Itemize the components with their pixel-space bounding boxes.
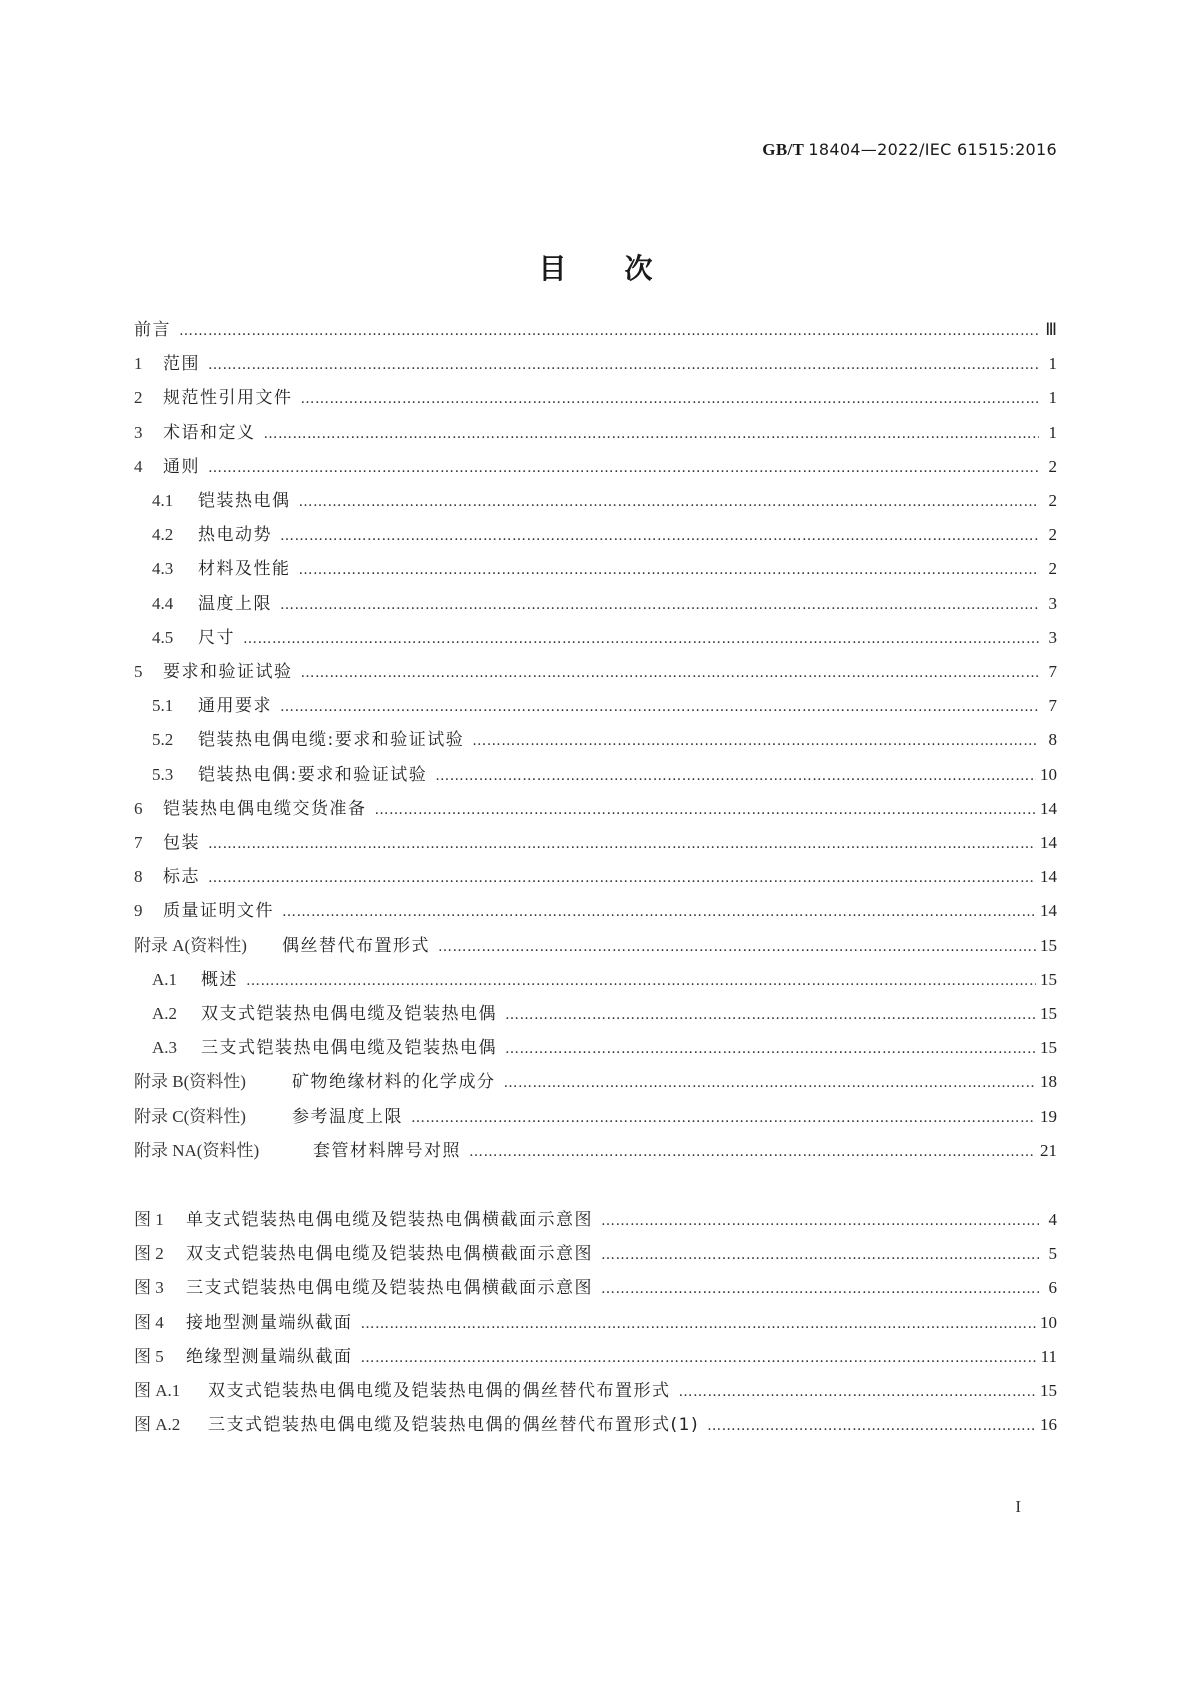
toc-entry[interactable] [152, 551, 1057, 587]
leader-dots [601, 1271, 1039, 1307]
leader-dots [299, 552, 1040, 588]
toc-entry[interactable] [152, 483, 1057, 519]
toc-entry-title: 温度上限 [198, 594, 272, 614]
toc-entry[interactable] [134, 1133, 1057, 1169]
toc-entry-page: 3 [1048, 628, 1057, 647]
toc-entry[interactable] [134, 859, 1057, 895]
leader-dots [375, 792, 1037, 828]
toc-entry-title: 材料及性能 [198, 559, 291, 579]
toc-entry-number: 3 [134, 423, 143, 442]
toc-entry-title: 要求和验证试验 [163, 662, 293, 682]
toc-entry[interactable] [152, 1030, 1057, 1066]
toc-entry-number: 2 [134, 388, 143, 407]
figure-entry[interactable] [134, 1270, 1057, 1306]
toc-entry-number: A.3 [152, 1038, 178, 1057]
leader-dots [208, 826, 1036, 862]
toc-entry-title: 铠装热电偶 [198, 491, 291, 511]
toc-entry-page: 14 [1040, 867, 1057, 886]
toc-entry[interactable] [134, 415, 1057, 451]
toc-entry-page: 10 [1040, 765, 1057, 784]
toc-entry-page: 1 [1048, 388, 1057, 407]
toc-entry[interactable] [134, 825, 1057, 861]
page-number: I [1015, 1497, 1021, 1516]
standard-code-number: 18404—2022/IEC 61515:2016 [808, 140, 1057, 159]
leader-dots [208, 347, 1039, 383]
leader-dots [505, 997, 1036, 1033]
figure-entry[interactable] [134, 1236, 1057, 1272]
figure-entry-page: 11 [1040, 1347, 1057, 1366]
leader-dots [280, 689, 1039, 725]
toc-entry-page: 15 [1040, 936, 1057, 955]
figure-entry-number: 图 A.2 [134, 1415, 181, 1434]
toc-entry-title: 偶丝替代布置形式 [282, 936, 430, 956]
toc-entry[interactable] [152, 620, 1057, 656]
toc-entry-number: 5.3 [152, 765, 174, 784]
toc-entry-number: 8 [134, 867, 143, 886]
toc-entry[interactable] [134, 312, 1057, 348]
toc-entry[interactable] [152, 586, 1057, 622]
toc-entry-page: 15 [1040, 1004, 1057, 1023]
toc-entry-number: 4.5 [152, 628, 174, 647]
toc-entry-number: 5.2 [152, 730, 174, 749]
toc-entry-number: 5 [134, 662, 143, 681]
figure-entry-title: 接地型测量端纵截面 [186, 1313, 353, 1333]
figure-entry-title: 三支式铠装热电偶电缆及铠装热电偶横截面示意图 [186, 1278, 593, 1298]
toc-entry-title: 铠装热电偶电缆交货准备 [163, 799, 367, 819]
toc-entry-number: 附录 C(资料性) [134, 1107, 246, 1126]
leader-dots [282, 894, 1036, 930]
toc-entry-page: 19 [1040, 1107, 1057, 1126]
toc-entry-number: 6 [134, 799, 143, 818]
leader-dots [361, 1340, 1037, 1376]
toc-entry-page: 2 [1048, 491, 1057, 510]
toc-entry-title: 通则 [163, 457, 200, 477]
toc-entry-title: 概述 [201, 970, 238, 990]
toc-entry[interactable] [152, 757, 1057, 793]
toc-entry[interactable] [152, 688, 1057, 724]
figure-entry-title: 双支式铠装热电偶电缆及铠装热电偶的偶丝替代布置形式 [208, 1381, 671, 1401]
toc-entry-title: 矿物绝缘材料的化学成分 [292, 1072, 496, 1092]
toc-entry[interactable] [134, 380, 1057, 416]
toc-entry-page: 2 [1048, 525, 1057, 544]
toc-entry-title: 尺寸 [198, 628, 235, 648]
toc-entry[interactable] [134, 928, 1057, 964]
leader-dots [707, 1408, 1036, 1444]
figure-entry-page: 10 [1040, 1313, 1057, 1332]
toc-entry[interactable] [152, 517, 1057, 553]
leader-dots [280, 587, 1039, 623]
toc-entry[interactable] [152, 962, 1057, 998]
toc-entry-number: A.2 [152, 1004, 178, 1023]
toc-entry[interactable] [134, 449, 1057, 485]
toc-entry-page: 8 [1048, 730, 1057, 749]
leader-dots [299, 484, 1040, 520]
toc-entry-page: 15 [1040, 970, 1057, 989]
standard-code: GB/T [762, 140, 804, 159]
figure-entry-title: 双支式铠装热电偶电缆及铠装热电偶横截面示意图 [186, 1244, 593, 1264]
leader-dots [243, 621, 1039, 657]
figure-entry-page: 4 [1048, 1210, 1057, 1229]
toc-entry-title: 三支式铠装热电偶电缆及铠装热电偶 [201, 1038, 497, 1058]
leader-dots [679, 1374, 1037, 1410]
figure-entry[interactable] [134, 1202, 1057, 1238]
toc-entry-number: 4.3 [152, 559, 174, 578]
toc-entry-title: 质量证明文件 [163, 901, 274, 921]
toc-entry-page: 18 [1040, 1072, 1057, 1091]
toc-entry-number: 附录 B(资料性) [134, 1072, 246, 1091]
leader-dots [361, 1306, 1037, 1342]
toc-entry-page: Ⅲ [1045, 320, 1057, 339]
leader-dots [179, 313, 1039, 349]
leader-dots [601, 1237, 1039, 1273]
toc-entry-title: 术语和定义 [163, 423, 256, 443]
toc-entry[interactable] [152, 996, 1057, 1032]
toc-entry[interactable] [152, 722, 1057, 758]
figure-entry-number: 图 1 [134, 1210, 164, 1229]
toc-entry-page: 3 [1048, 594, 1057, 613]
toc-entry-title: 套管材料牌号对照 [313, 1141, 461, 1161]
figure-entry-title: 单支式铠装热电偶电缆及铠装热电偶横截面示意图 [186, 1210, 593, 1230]
toc-entry-number: 4 [134, 457, 143, 476]
leader-dots [435, 758, 1036, 794]
toc-entry-page: 14 [1040, 799, 1057, 818]
toc-entry-page: 7 [1048, 662, 1057, 681]
leader-dots [411, 1100, 1036, 1136]
toc-entry-number: 5.1 [152, 696, 174, 715]
toc-entry[interactable] [134, 1064, 1057, 1100]
leader-dots [601, 1203, 1039, 1239]
leader-dots [208, 450, 1039, 486]
figure-entry-number: 图 3 [134, 1278, 164, 1297]
toc-entry-number: 9 [134, 901, 143, 920]
leader-dots [301, 381, 1040, 417]
figure-entry-number: 图 2 [134, 1244, 164, 1263]
toc-entry-page: 7 [1048, 696, 1057, 715]
toc-entry-title: 铠装热电偶:要求和验证试验 [198, 765, 428, 785]
figure-entry-number: 图 4 [134, 1313, 164, 1332]
toc-entry-number: A.1 [152, 970, 178, 989]
toc-entry-page: 14 [1040, 833, 1057, 852]
figure-entry[interactable] [134, 1407, 1057, 1443]
toc-entry-number: 4.2 [152, 525, 174, 544]
toc-entry-page: 2 [1048, 457, 1057, 476]
page-title: 目次 [538, 252, 711, 285]
toc-entry-number: 附录 A(资料性) [134, 936, 247, 955]
toc-entry-number: 附录 NA(资料性) [134, 1141, 260, 1160]
standard-number [762, 140, 1057, 160]
leader-dots [246, 963, 1036, 999]
leader-dots [469, 1134, 1036, 1170]
figure-entry[interactable] [134, 1305, 1057, 1341]
leader-dots [504, 1065, 1037, 1101]
figure-entry-title: 三支式铠装热电偶电缆及铠装热电偶的偶丝替代布置形式(1) [208, 1415, 700, 1435]
toc-entry[interactable] [134, 1099, 1057, 1135]
leader-dots [208, 860, 1036, 896]
leader-dots [280, 518, 1039, 554]
toc-entry-title: 前言 [134, 320, 171, 340]
leader-dots [301, 655, 1040, 691]
toc-entry-page: 14 [1040, 901, 1057, 920]
toc-entry-title: 热电动势 [198, 525, 272, 545]
figure-entry-page: 6 [1048, 1278, 1057, 1297]
toc-entry[interactable] [134, 791, 1057, 827]
toc-entry-page: 1 [1048, 354, 1057, 373]
toc-entry[interactable] [134, 346, 1057, 382]
toc-entry-title: 规范性引用文件 [163, 388, 293, 408]
figure-entry-number: 图 A.1 [134, 1381, 181, 1400]
leader-dots [505, 1031, 1036, 1067]
toc-entry-title: 铠装热电偶电缆:要求和验证试验 [198, 730, 465, 750]
leader-dots [472, 723, 1039, 759]
toc-entry-number: 7 [134, 833, 143, 852]
figure-entry-page: 16 [1040, 1415, 1057, 1434]
toc-entry-title: 参考温度上限 [292, 1107, 403, 1127]
toc-entry[interactable] [134, 893, 1057, 929]
toc-entry-title: 通用要求 [198, 696, 272, 716]
figure-entry[interactable] [134, 1339, 1057, 1375]
toc-entry-title: 范围 [163, 354, 200, 374]
toc-entry-number: 4.4 [152, 594, 174, 613]
toc-entry-title: 标志 [163, 867, 200, 887]
toc-entry-page: 2 [1048, 559, 1057, 578]
toc-entry-page: 1 [1048, 423, 1057, 442]
toc-entry-title: 包装 [163, 833, 200, 853]
toc-entry-title: 双支式铠装热电偶电缆及铠装热电偶 [201, 1004, 497, 1024]
figure-entry[interactable] [134, 1373, 1057, 1409]
figure-entry-title: 绝缘型测量端纵截面 [186, 1347, 353, 1367]
figure-entry-page: 5 [1048, 1244, 1057, 1263]
toc-entry-number: 4.1 [152, 491, 174, 510]
figure-entry-number: 图 5 [134, 1347, 164, 1366]
figure-entry-page: 15 [1040, 1381, 1057, 1400]
toc-entry-page: 15 [1040, 1038, 1057, 1057]
toc-entry-number: 1 [134, 354, 143, 373]
leader-dots [264, 416, 1040, 452]
leader-dots [438, 929, 1036, 965]
toc-entry[interactable] [134, 654, 1057, 690]
toc-entry-page: 21 [1040, 1141, 1057, 1160]
